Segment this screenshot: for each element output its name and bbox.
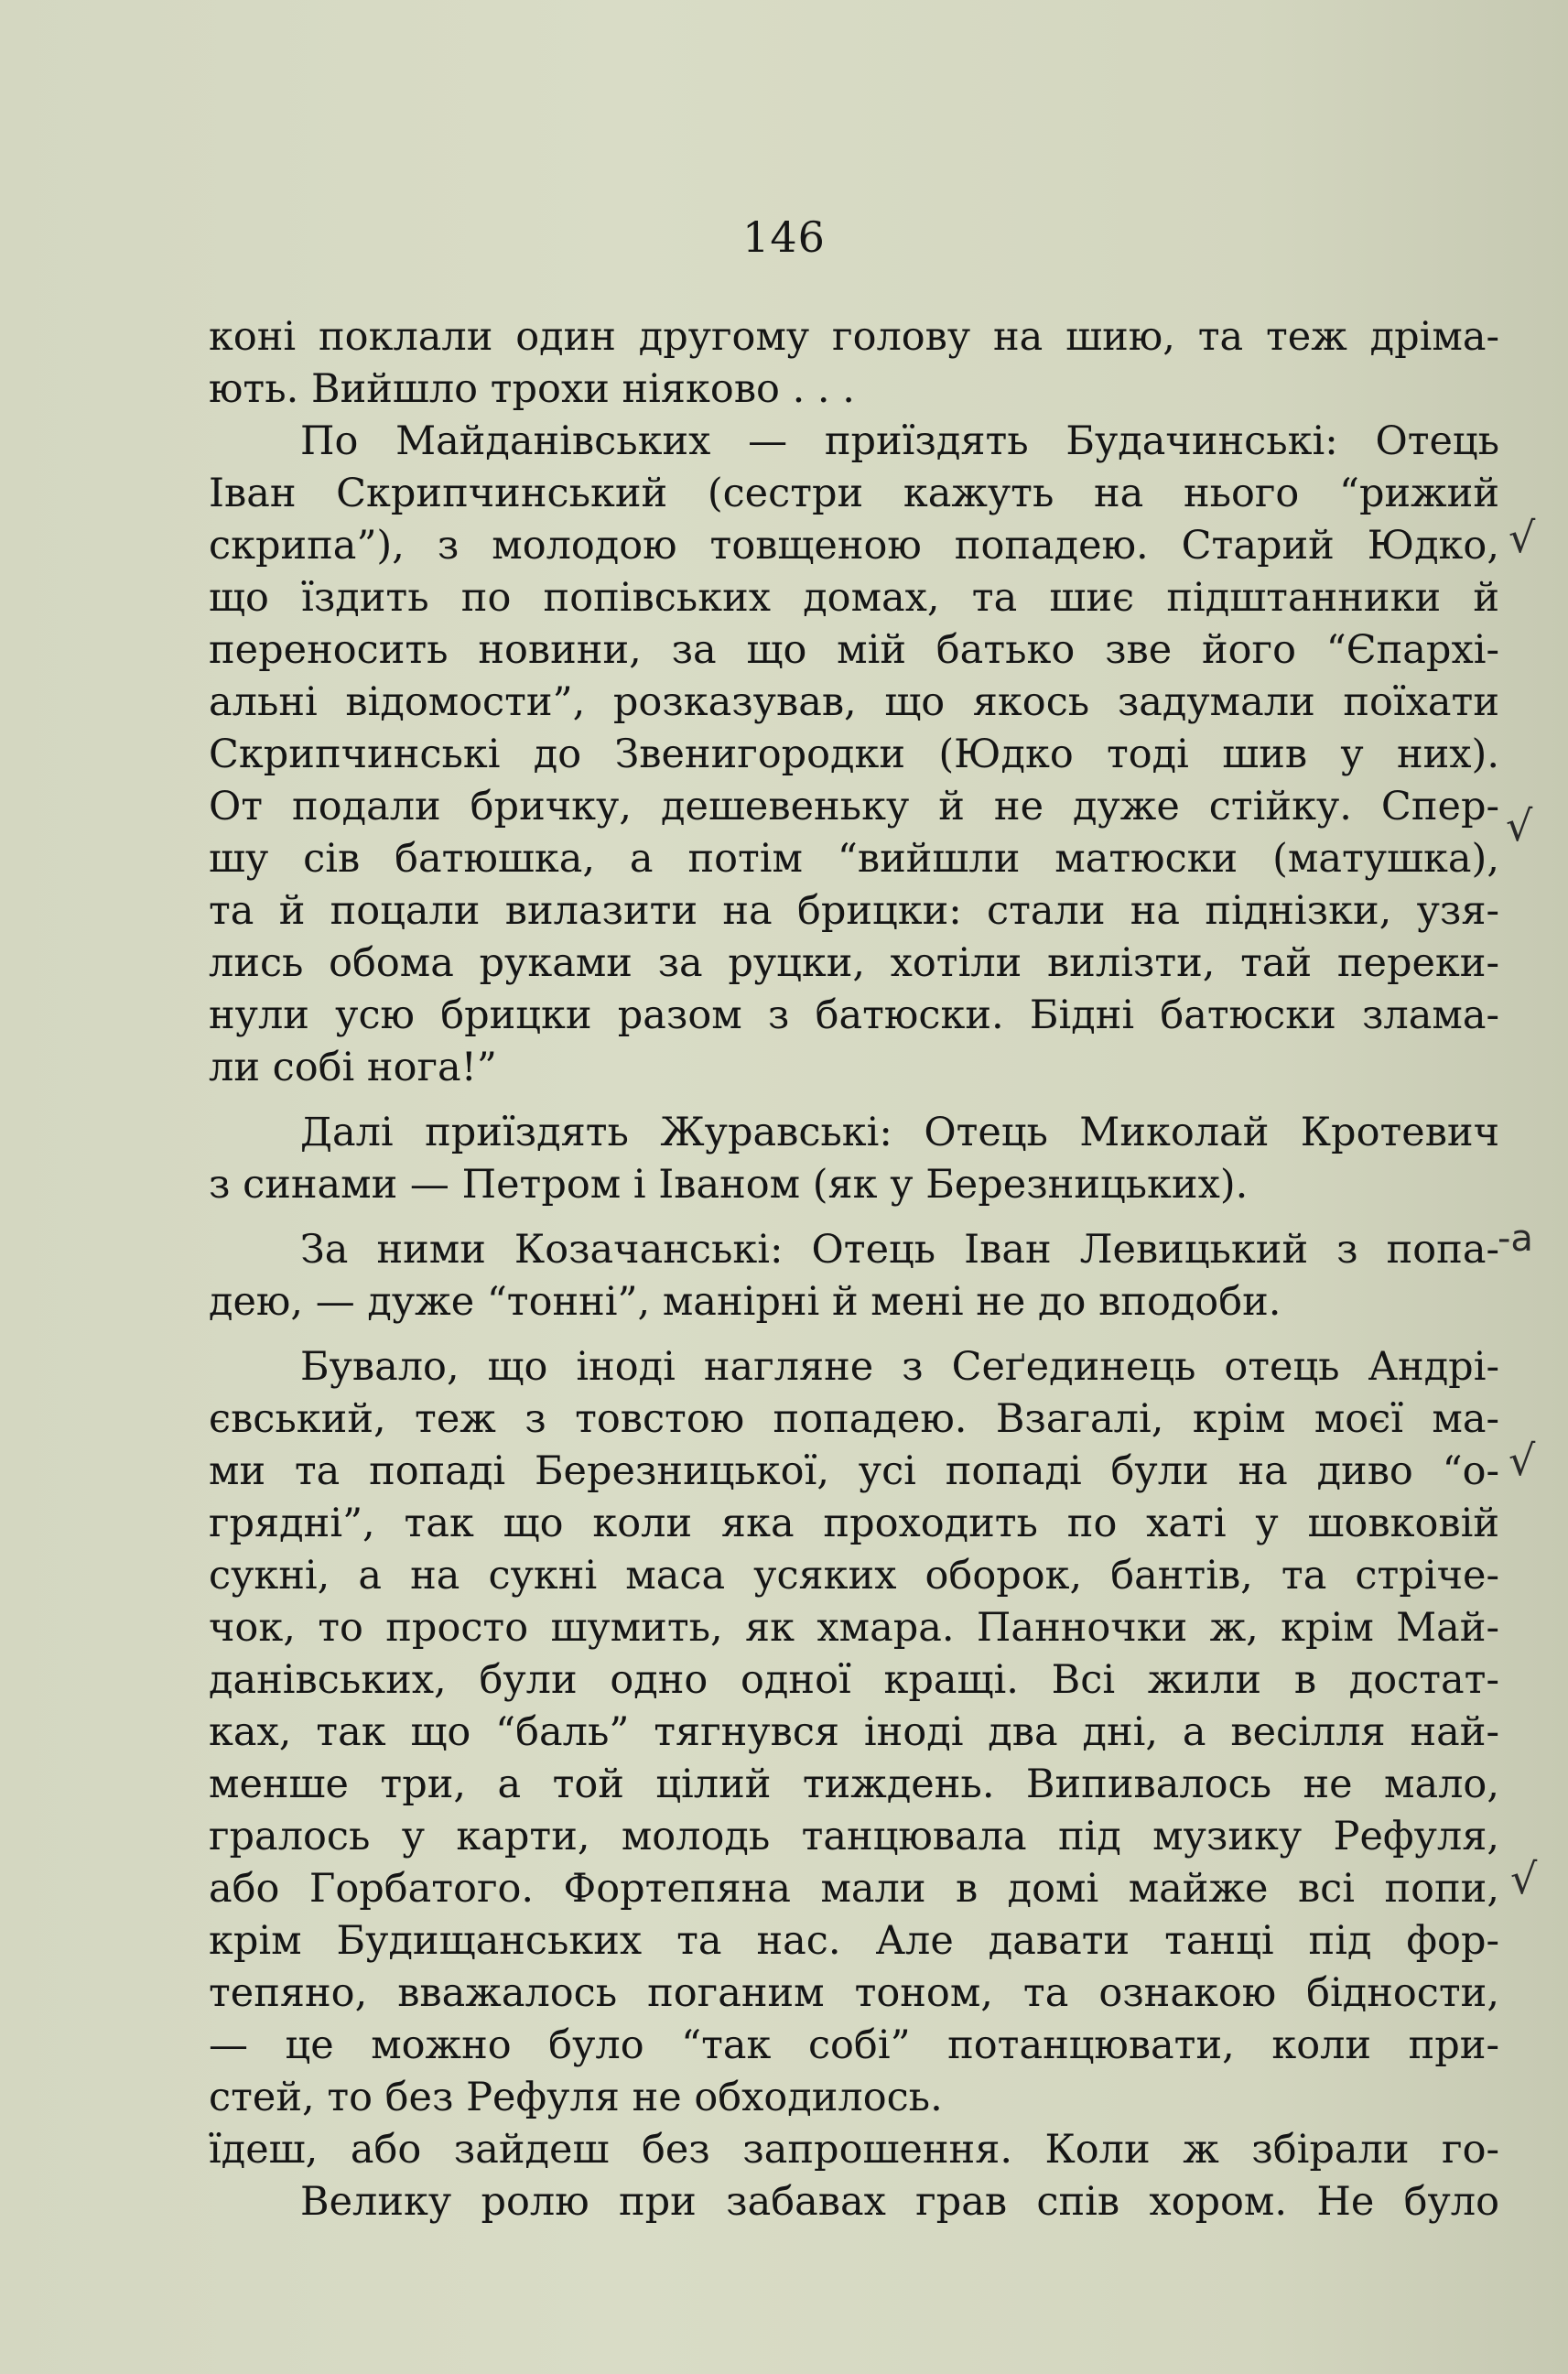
page-number: 146: [742, 212, 826, 262]
text-line: шу сів батюшка, а потім “вийшли матюски (матушка),: [209, 836, 1499, 882]
text-line: — це можно було “так собі” потанцювати, коли при-: [209, 2022, 1499, 2068]
text-line: тепяно, вважалось поганим тоном, та ознакою бідности,: [209, 1970, 1499, 2016]
margin-check-mark: √: [1509, 1436, 1536, 1485]
text-line: ках, так що “баль” тягнувся іноді два дні, а весілля най-: [209, 1709, 1499, 1755]
margin-check-mark: √: [1510, 1854, 1538, 1903]
text-line: ми та попаді Березницької, усі попаді були на диво “о-: [209, 1448, 1499, 1494]
text-line: грядні”, так що коли яка проходить по хаті у шовковій: [209, 1501, 1499, 1546]
text-line: скрипа”), з молодою товщеною попадею. Старий Юдко,: [209, 523, 1499, 569]
text-line: чок, то просто шумить, як хмара. Панночки ж, крім Май-: [209, 1605, 1499, 1651]
text-line: євський, теж з товстою попадею. Взагалі, крім моєї ма-: [209, 1396, 1499, 1442]
text-line: Іван Скрипчинський (сестри кажуть на нього “рижий: [209, 471, 1499, 516]
text-line: менше три, а той цілий тиждень. Випивалось не мало,: [209, 1762, 1499, 1807]
text-line: альні відомости”, розказував, що якось задумали поїхати: [209, 679, 1499, 725]
text-line: переносить новини, за що мій батько зве його “Єпархі-: [209, 627, 1499, 673]
margin-check-mark: √: [1509, 513, 1536, 562]
body-text: [209, 311, 1499, 2228]
text-line: Далі приїздять Журавські: Отець Миколай Кротевич: [300, 1110, 1499, 1155]
text-line: Велику ролю при забавах грав спів хором. Не було: [300, 2179, 1499, 2225]
text-line: гралось у карти, молодь танцювала під музику Рефуля,: [209, 1814, 1499, 1859]
text-line: лись обома руками за руцки, хотіли вилізти, тай переки-: [209, 940, 1499, 986]
text-line: з синами — Петром і Іваном (як у Березницьких).: [209, 1162, 1249, 1208]
text-line: стей, то без Рефуля не обходилось.: [209, 2075, 943, 2120]
text-line: або Горбатого. Фортепяна мали в домі майже всі попи,: [209, 1866, 1499, 1912]
text-line: їдеш, або зайдеш без запрошення. Коли ж збірали го-: [209, 2127, 1499, 2173]
text-line: нули усю брицки разом з батюски. Бідні батюски злама-: [209, 992, 1499, 1038]
text-line: ють. Вийшло трохи ніяково . . .: [209, 366, 855, 412]
text-line: та й поцали вилазити на брицки: стали на піднізки, узя-: [209, 888, 1499, 934]
text-line: От подали бричку, дешевеньку й не дуже стійку. Спер-: [209, 784, 1499, 829]
text-line: данівських, були одно одної кращі. Всі жили в достат-: [209, 1657, 1499, 1703]
text-line: По Майданівських — приїздять Будачинські: Отець: [300, 418, 1499, 464]
margin-check-mark: √: [1506, 801, 1533, 851]
text-line: Бувало, що іноді нагляне з Сеґединець отець Андрі-: [300, 1344, 1499, 1390]
text-line: що їздить по попівських домах, та шиє підштанники й: [209, 575, 1499, 621]
text-line: сукні, а на сукні маса усяких оборок, бантів, та стріче-: [209, 1553, 1499, 1599]
text-line: Скрипчинські до Звенигородки (Юдко тоді шив у них).: [209, 732, 1499, 777]
text-line: За ними Козачанські: Отець Іван Левицький з попа-: [300, 1227, 1499, 1273]
margin-note-mark: -а: [1498, 1218, 1533, 1260]
text-line: крім Будищанських та нас. Але давати танці під фор-: [209, 1918, 1499, 1964]
text-line: ли собі нога!”: [209, 1045, 497, 1090]
text-line: коні поклали один другому голову на шию, та теж дріма-: [209, 314, 1499, 360]
text-line: дею, — дуже “тонні”, манірні й мені не до вподоби.: [209, 1279, 1281, 1325]
